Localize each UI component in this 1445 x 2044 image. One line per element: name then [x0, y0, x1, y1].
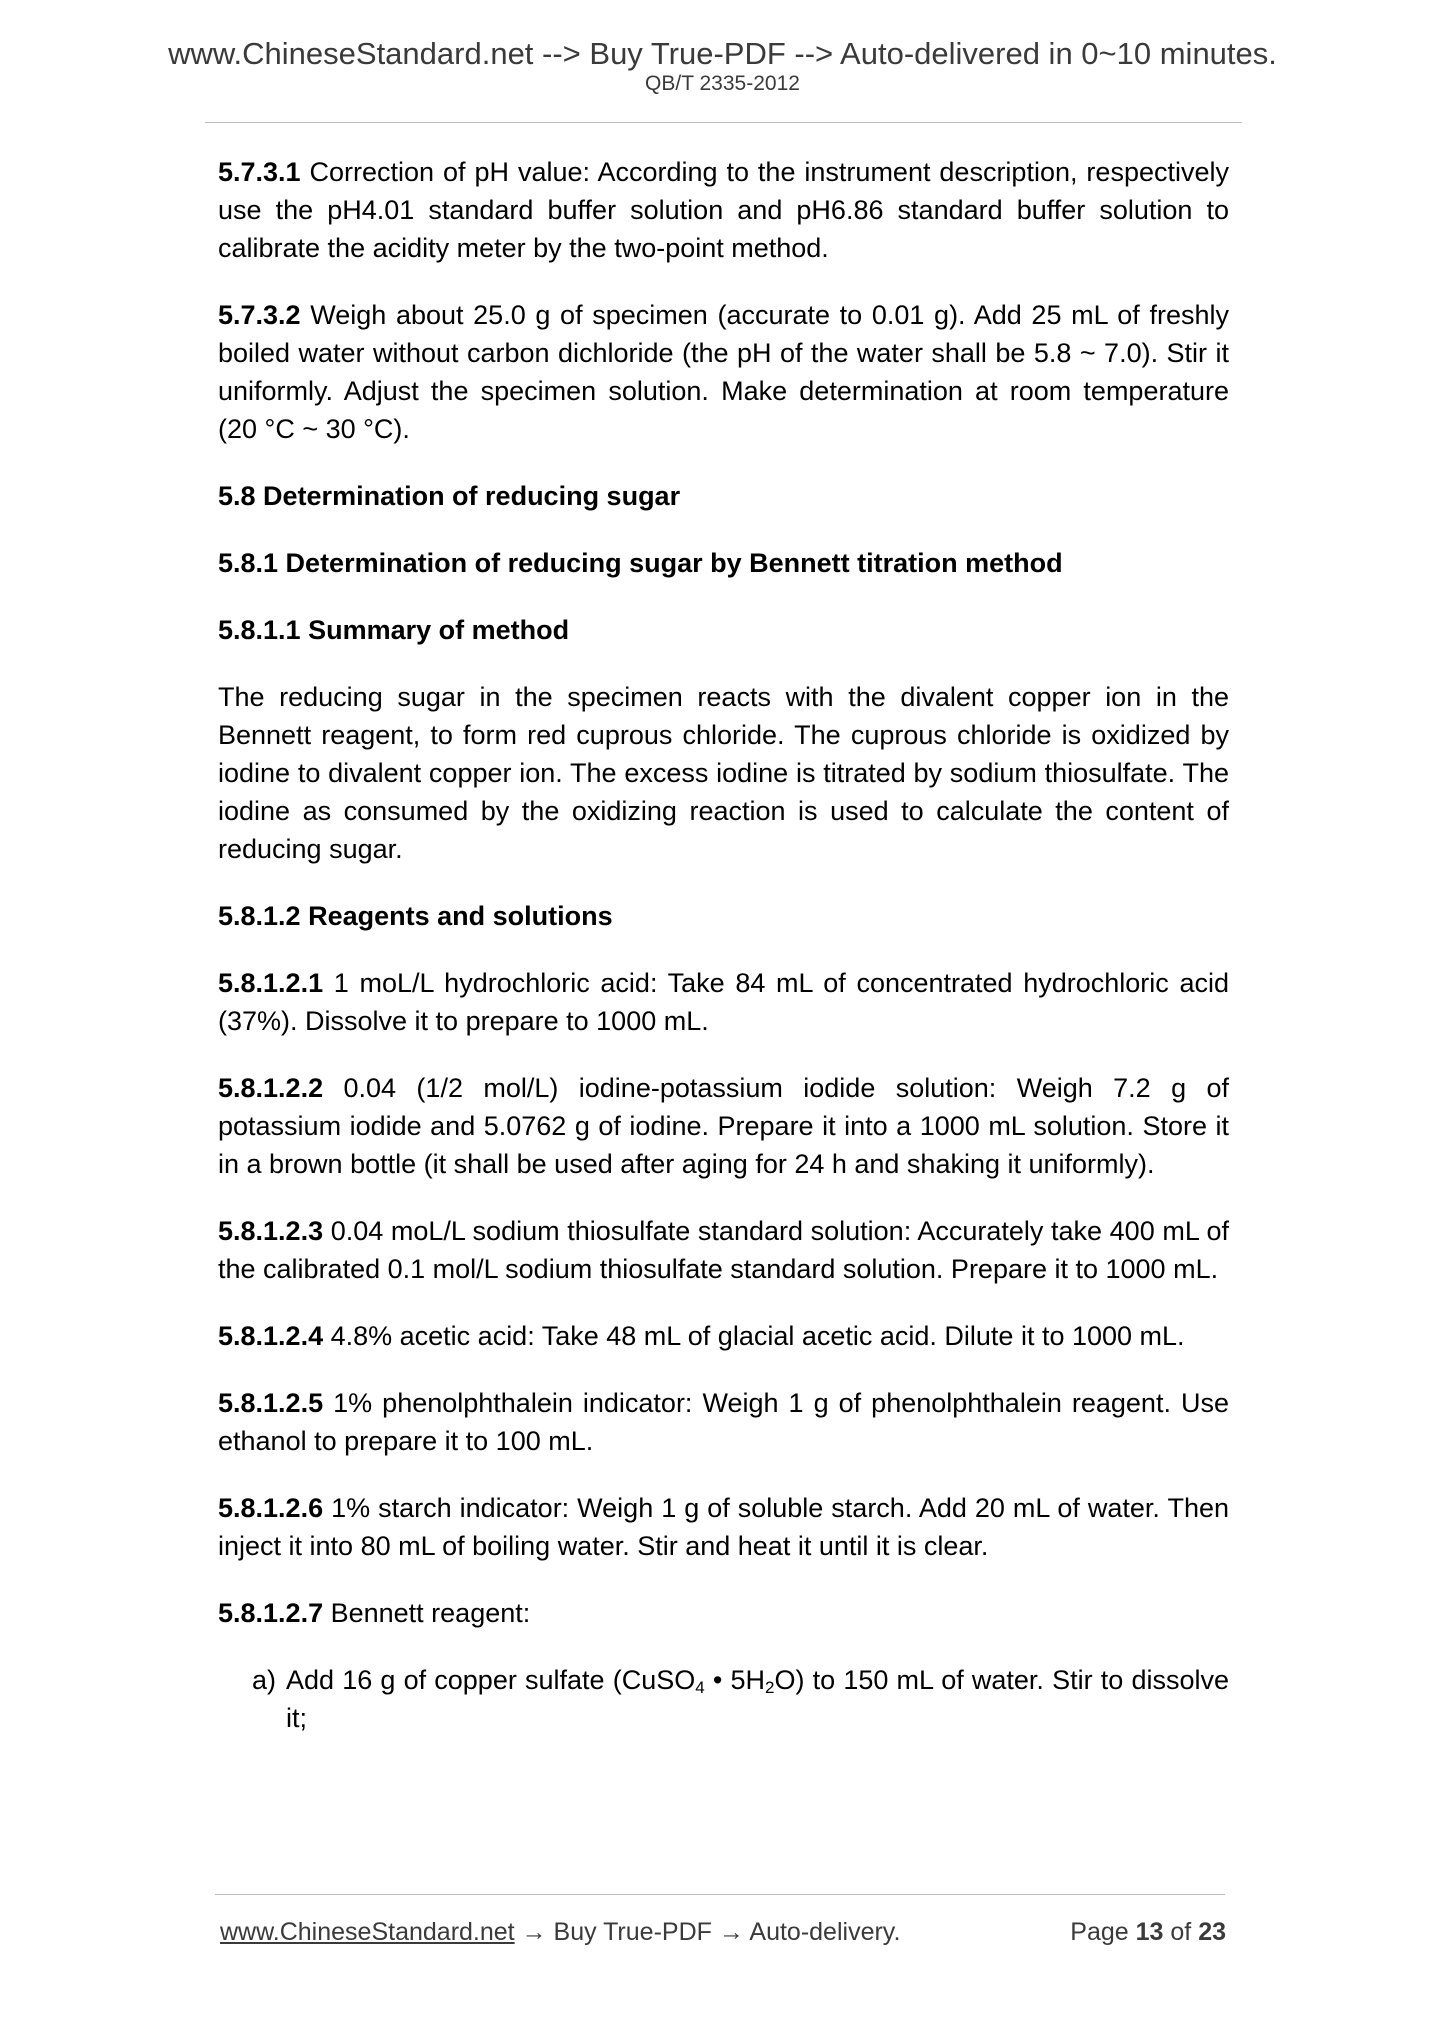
page-footer: [220, 1914, 1226, 1950]
document-body: [218, 153, 1229, 1737]
clause-text: Correction of pH value: According to the instrument description, respectively use the pH4.01 standard buffer solution and pH6.86 standard buffer solution to calibrate the acidity meter by the two-point method.: [218, 157, 1229, 263]
clause-number: 5.8.1.2.5: [218, 1388, 324, 1418]
subscript: 4: [695, 1678, 705, 1697]
list-text-part: Add 16 g of copper sulfate (CuSO: [286, 1665, 696, 1695]
section-heading-5-8-1-1: 5.8.1.1 Summary of method: [218, 615, 570, 645]
clause-5-8-1-2-5: [218, 1384, 1229, 1460]
page-total: 23: [1198, 1918, 1226, 1946]
clause-number: 5.7.3.1: [218, 157, 301, 187]
clause-number: 5.8.1.2.2: [218, 1073, 324, 1103]
page-label: Page: [1070, 1918, 1129, 1946]
page-indicator: [1070, 1914, 1226, 1950]
list-text-part: • 5H: [704, 1665, 766, 1695]
header-banner: www.ChineseStandard.net --> Buy True-PDF --> Auto-delivered in 0~10 minutes.: [168, 36, 1277, 71]
header-divider: [205, 122, 1242, 123]
clause-text: 1% phenolphthalein indicator: Weigh 1 g of phenolphthalein reagent. Use ethanol to prepare it to 100 mL.: [218, 1388, 1229, 1456]
list-item-a: [218, 1661, 1229, 1737]
clause-number: 5.8.1.2.3: [218, 1216, 324, 1246]
clause-5-8-1-2-3: [218, 1212, 1229, 1288]
list-item-label: a): [252, 1665, 277, 1695]
subscript: 2: [765, 1678, 775, 1697]
clause-5-8-1-2-1: [218, 964, 1229, 1040]
clause-number: 5.8.1.2.1: [218, 968, 324, 998]
method-summary-paragraph: The reducing sugar in the specimen reacts with the divalent copper ion in the Bennett reagent, to form red cuprous chloride. The cuprous chloride is oxidized by iodine to divalent copper ion. The excess iodine is titrated by sodium thiosulfate. The iodine as consumed by the oxidizing reaction is used to calculate the content of reducing sugar.: [218, 682, 1229, 864]
clause-text: 1 moL/L hydrochloric acid: Take 84 mL of concentrated hydrochloric acid (37%). Dissolve it to prepare to 1000 mL.: [218, 968, 1229, 1036]
clause-text: 0.04 moL/L sodium thiosulfate standard solution: Accurately take 400 mL of the calibrated 0.1 mol/L sodium thiosulfate standard solution. Prepare it to 1000 mL.: [218, 1216, 1229, 1284]
clause-5-8-1-2-6: [218, 1489, 1229, 1565]
clause-text: 4.8% acetic acid: Take 48 mL of glacial acetic acid. Dilute it to 1000 mL.: [323, 1321, 1185, 1351]
clause-text: Bennett reagent:: [323, 1598, 531, 1628]
clause-5-7-3-1: [218, 153, 1229, 267]
section-heading-5-8: 5.8 Determination of reducing sugar: [218, 481, 681, 511]
footer-tagline: → Buy True-PDF → Auto-delivery.: [514, 1918, 901, 1946]
clause-5-8-1-2-2: [218, 1069, 1229, 1183]
of-label: of: [1170, 1918, 1192, 1946]
list-item-text: [286, 1661, 1229, 1737]
list-text-part: O) to 150 mL of water. Stir to dissolve it;: [286, 1665, 1229, 1733]
clause-text: 1% starch indicator: Weigh 1 g of soluble starch. Add 20 mL of water. Then inject it into 80 mL of boiling water. Stir and heat it until it is clear.: [218, 1493, 1229, 1561]
clause-5-7-3-2: [218, 296, 1229, 448]
footer-left: [220, 1914, 900, 1950]
footer-site-link[interactable]: www.ChineseStandard.net: [220, 1918, 515, 1946]
clause-text: 0.04 (1/2 mol/L) iodine-potassium iodide solution: Weigh 7.2 g of potassium iodide and 5.0762 g of iodine. Prepare it into a 1000 mL solution. Store it in a brown bottle (it shall be used after aging for 24 h and shaking it uniformly).: [218, 1073, 1229, 1179]
clause-number: 5.8.1.2.4: [218, 1321, 324, 1351]
clause-number: 5.7.3.2: [218, 300, 301, 330]
clause-text: Weigh about 25.0 g of specimen (accurate to 0.01 g). Add 25 mL of freshly boiled water without carbon dichloride (the pH of the water shall be 5.8 ~ 7.0). Stir it uniformly. Adjust the specimen solution. Make determination at room temperature (20 °C ~ 30 °C).: [218, 300, 1229, 444]
clause-5-8-1-2-4: [218, 1317, 1229, 1355]
page-number: 13: [1135, 1918, 1164, 1946]
section-heading-5-8-1: 5.8.1 Determination of reducing sugar by Bennett titration method: [218, 548, 1063, 578]
document-number: QB/T 2335-2012: [645, 72, 800, 95]
clause-number: 5.8.1.2.6: [218, 1493, 324, 1523]
clause-number: 5.8.1.2.7: [218, 1598, 324, 1628]
section-heading-5-8-1-2: 5.8.1.2 Reagents and solutions: [218, 901, 613, 931]
footer-divider: [215, 1894, 1225, 1895]
clause-5-8-1-2-7: [218, 1594, 1229, 1632]
